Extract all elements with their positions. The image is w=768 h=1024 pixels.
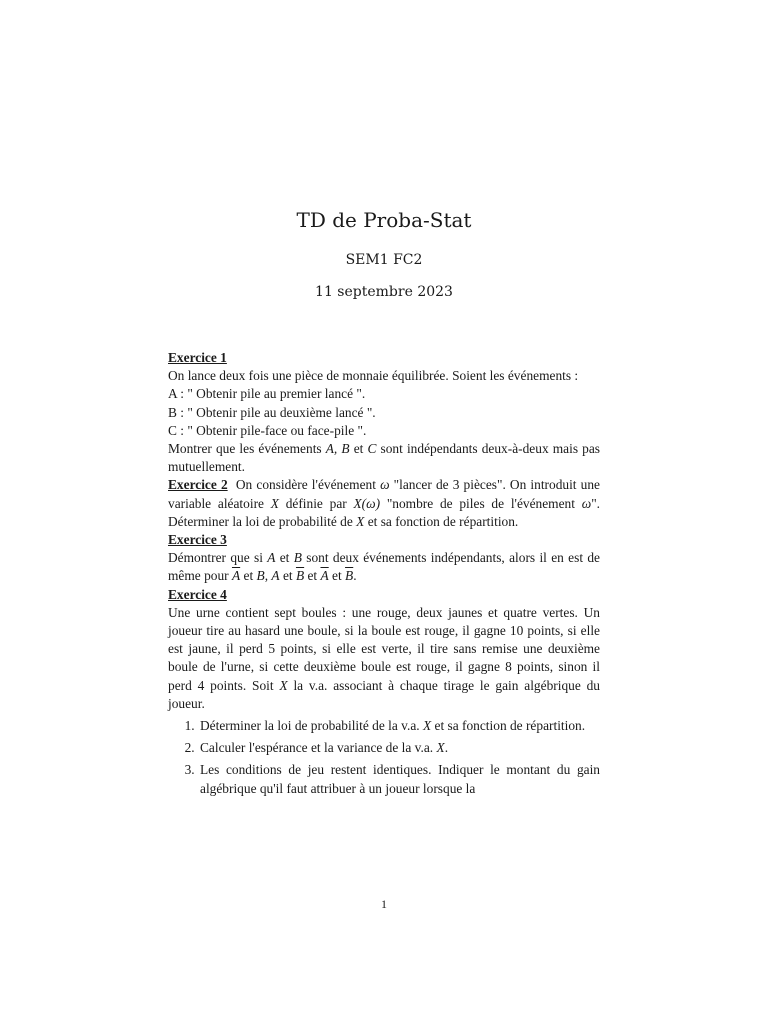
- math-omega: ω: [581, 495, 592, 511]
- math-x: X: [270, 495, 279, 511]
- exercise-4-heading: [168, 586, 600, 604]
- text-span: sont indépendants deux-à-deux mais pas mutuellement.: [168, 441, 601, 475]
- text-span: et sa fonction de répartition.: [431, 718, 586, 734]
- math-x: X: [422, 718, 432, 734]
- math-a: A: [271, 568, 280, 584]
- text-span: Démontrer que si: [168, 550, 268, 566]
- math-a-b: A, B: [325, 441, 350, 457]
- event-b: B : " Obtenir pile au deuxième lancé ".: [168, 404, 376, 420]
- text-span: définie par: [278, 495, 354, 511]
- text-span: et: [279, 568, 296, 584]
- math-x: X: [356, 513, 365, 529]
- math-b-complement: $\overline{B}$: [345, 568, 354, 584]
- math-x-omega: X(ω): [353, 495, 381, 511]
- text-span: et sa fonction de répartition.: [364, 513, 519, 529]
- text-span: "nombre de piles de l'événement: [380, 495, 582, 511]
- text-span: On considère l'événement: [227, 477, 381, 493]
- math-b: B: [293, 550, 302, 566]
- event-a: A : " Obtenir pile au premier lancé ".: [168, 386, 366, 402]
- text-span: ". Déterminer la loi de probabilité de: [168, 495, 601, 529]
- text-span: et: [349, 441, 368, 457]
- question-3: [198, 761, 600, 797]
- question-1: [198, 717, 600, 735]
- math-x: X: [436, 740, 445, 756]
- document-date: 11 septembre 2023: [315, 284, 453, 300]
- exercise-3-title: Exercice 3: [168, 532, 227, 548]
- text-span: sont deux événements indépendants, alors il en est de même pour: [168, 550, 601, 584]
- document-body: [168, 349, 600, 802]
- math-a: A: [267, 550, 276, 566]
- document-title: TD de Proba-Stat: [296, 208, 472, 232]
- text-span: Déterminer la loi de probabilité de la v.a.: [200, 718, 423, 734]
- text-span: Les conditions de jeu restent identiques. Indiquer le montant du gain algébrique qu'il faut attribuer à un joueur lorsque la: [200, 762, 600, 796]
- text-span: et: [240, 568, 257, 584]
- math-a-complement: $\overline{A}$: [320, 568, 329, 584]
- exercise-2-paragraph: [168, 476, 600, 531]
- text-span: "lancer de 3 pièces". On introduit une variable aléatoire: [168, 477, 600, 511]
- text-span: Montrer que les événements: [168, 441, 326, 457]
- exercise-2-title: Exercice 2: [168, 477, 228, 493]
- text-span: et: [328, 568, 346, 584]
- exercise-3-paragraph: [168, 549, 600, 585]
- exercise-4-title: Exercice 4: [168, 586, 227, 602]
- page-number: 1: [381, 897, 387, 911]
- math-a-complement: $\overline{A}$: [231, 568, 241, 584]
- exercise-1-title: Exercice 1: [168, 350, 227, 365]
- event-c: C : " Obtenir pile-face ou face-pile ".: [168, 422, 367, 438]
- math-omega: ω: [380, 477, 390, 493]
- exercise-3-heading: [168, 531, 600, 549]
- exercise-1-question: [168, 440, 600, 476]
- text-span: .: [353, 568, 357, 584]
- text-span: et: [304, 568, 321, 584]
- text-span: ,: [264, 568, 272, 584]
- exercise-1-heading: [168, 349, 600, 367]
- text-span: .: [444, 740, 449, 756]
- math-b-complement: $\overline{B}$: [295, 568, 305, 584]
- exercise-4-paragraph: [168, 604, 600, 713]
- text-span: Calculer l'espérance et la variance de la v.a.: [200, 740, 437, 756]
- text-span: Une urne contient sept boules : une rouge, deux jaunes et quatre vertes. Un joueur tire au hasard une boule, si la boule est rouge, il gagne 10 points, si elle est jaune, il perd 5 points, si elle est verte, il tire sans remise une deuxième boule de l'urne, si cette deuxième boule est rouge, il gagne 8 points, sinon il perd 4 points. Soit: [168, 604, 600, 693]
- text-span: et: [275, 550, 294, 566]
- math-x: X: [279, 677, 288, 693]
- math-b: B: [256, 568, 265, 584]
- question-2: [198, 739, 600, 757]
- exercise-4-questions: [168, 717, 600, 798]
- exercise-1-intro: On lance deux fois une pièce de monnaie équilibrée. Soient les événements :: [168, 368, 579, 384]
- math-c: C: [367, 441, 377, 457]
- text-span: la v.a. associant à chaque tirage le gain algébrique du joueur.: [168, 677, 600, 711]
- document-subtitle: SEM1 FC2: [345, 252, 423, 268]
